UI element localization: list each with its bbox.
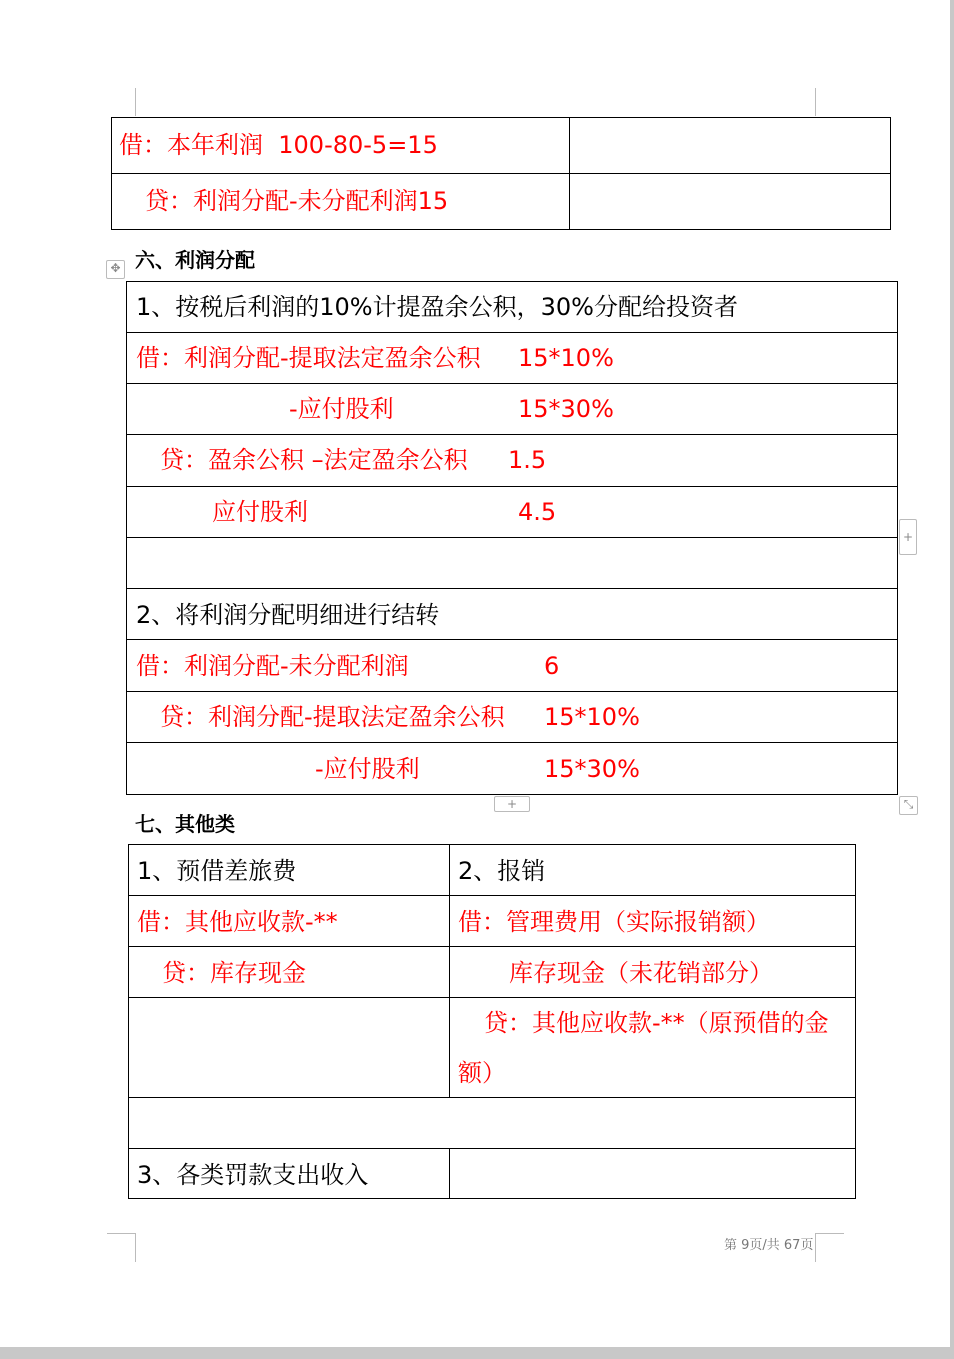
credit-entry-continued: 额） — [458, 1059, 506, 1087]
column-divider — [449, 845, 450, 1098]
margin-mark — [135, 88, 136, 116]
debit-entry: 借：其他应收款-** — [137, 908, 338, 936]
debit-entry: 借：利润分配-未分配利润 — [136, 652, 409, 680]
journal-table-1 — [111, 117, 891, 230]
margin-mark — [815, 1233, 844, 1262]
row-divider — [112, 173, 890, 174]
page-number: 第 9页/共 67页 — [724, 1238, 814, 1253]
profit-distribution-table — [126, 281, 898, 795]
add-row-icon[interactable]: + — [494, 796, 530, 812]
credit-entry: -应付股利 — [315, 755, 420, 783]
margin-mark — [815, 88, 816, 116]
entry-amount: 4.5 — [518, 498, 557, 526]
credit-entry: 贷：利润分配-未分配利润15 — [145, 187, 449, 215]
entry-amount: 1.5 — [508, 446, 547, 474]
row-divider — [129, 895, 855, 896]
margin-mark — [107, 1233, 136, 1262]
credit-entry: 贷：库存现金 — [162, 959, 306, 987]
resize-table-icon[interactable]: ⤡ — [899, 796, 918, 815]
item-title: 1、按税后利润的10%计提盈余公积，30%分配给投资者 — [136, 293, 738, 321]
other-items-table — [128, 844, 856, 1199]
row-divider — [127, 486, 897, 487]
row-divider — [127, 691, 897, 692]
item-title: 3、各类罚款支出收入 — [137, 1161, 369, 1189]
table-move-handle-icon[interactable]: ✥ — [106, 260, 125, 279]
item-title: 1、预借差旅费 — [137, 857, 297, 885]
row-divider — [129, 946, 855, 947]
section-heading: 六、利润分配 — [135, 248, 255, 272]
row-divider — [127, 383, 897, 384]
column-divider — [449, 1149, 450, 1198]
entry-amount: 15*30% — [544, 755, 640, 783]
entry-amount: 6 — [544, 652, 560, 680]
credit-entry: 贷：盈余公积 –法定盈余公积 — [160, 446, 468, 474]
entry-amount: 15*10% — [518, 344, 614, 372]
credit-entry: 贷：利润分配-提取法定盈余公积 — [160, 703, 505, 731]
item-title: 2、报销 — [458, 857, 546, 885]
row-divider — [127, 434, 897, 435]
debit-entry: 借：利润分配-提取法定盈余公积 — [136, 344, 481, 372]
row-divider — [129, 997, 855, 998]
row-divider — [129, 1148, 855, 1149]
row-divider — [127, 742, 897, 743]
entry-amount: 15*10% — [544, 703, 640, 731]
debit-entry: 借：管理费用（实际报销额） — [458, 908, 770, 936]
credit-entry: 贷：其他应收款-**（原预借的金 — [484, 1009, 829, 1037]
row-divider — [127, 332, 897, 333]
row-divider — [127, 639, 897, 640]
section-heading: 七、其他类 — [135, 812, 235, 836]
entry-amount: 15*30% — [518, 395, 614, 423]
add-column-icon[interactable]: + — [899, 519, 917, 555]
row-divider — [129, 1097, 855, 1098]
debit-entry: 借：本年利润 100-80-5=15 — [119, 131, 438, 159]
row-divider — [127, 588, 897, 589]
debit-entry: 库存现金（未花销部分） — [509, 959, 773, 987]
row-divider — [127, 537, 897, 538]
item-title: 2、将利润分配明细进行结转 — [136, 601, 440, 629]
credit-entry: 应付股利 — [212, 498, 308, 526]
debit-entry: -应付股利 — [289, 395, 394, 423]
